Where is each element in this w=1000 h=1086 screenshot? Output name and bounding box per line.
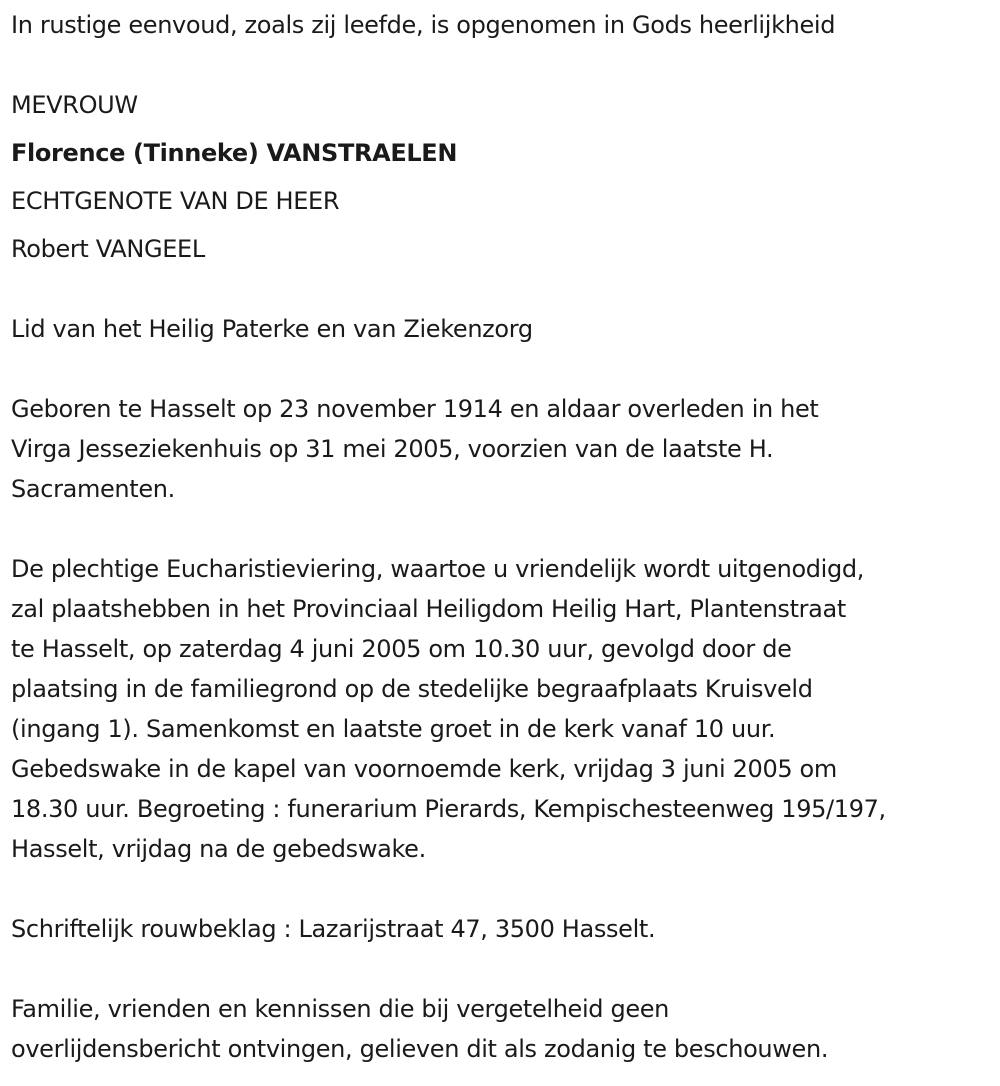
ceremony-line: Hasselt, vrijdag na de gebedswake.: [11, 835, 426, 863]
birth-death-line: Geboren te Hasselt op 23 november 1914 en aldaar overleden in het: [11, 395, 819, 423]
intro-text: In rustige eenvoud, zoals zij leefde, is opgenomen in Gods heerlijkheid: [11, 11, 836, 39]
ceremony-line: De plechtige Eucharistieviering, waartoe u vriendelijk wordt uitgenodigd,: [11, 555, 865, 583]
ceremony-line: (ingang 1). Samenkomst en laatste groet in de kerk vanaf 10 uur.: [11, 715, 776, 743]
spouse-label: ECHTGENOTE VAN DE HEER: [11, 187, 340, 215]
deceased-name: Florence (Tinneke) VANSTRAELEN: [11, 139, 458, 167]
ceremony-line: te Hasselt, op zaterdag 4 juni 2005 om 10.30 uur, gevolgd door de: [11, 635, 792, 663]
ceremony-line: plaatsing in de familiegrond op de stedelijke begraafplaats Kruisveld: [11, 675, 813, 703]
birth-death-line: Sacramenten.: [11, 475, 175, 503]
condolence-address: Schriftelijk rouwbeklag : Lazarijstraat 47, 3500 Hasselt.: [11, 915, 656, 943]
title-prefix: MEVROUW: [11, 91, 138, 119]
closing-line: overlijdensbericht ontvingen, gelieven dit als zodanig te beschouwen.: [11, 1035, 829, 1063]
ceremony-line: Gebedswake in de kapel van voornoemde kerk, vrijdag 3 juni 2005 om: [11, 755, 837, 783]
ceremony-line: zal plaatshebben in het Provinciaal Heiligdom Heilig Hart, Plantenstraat: [11, 595, 846, 623]
closing-line: Familie, vrienden en kennissen die bij vergetelheid geen: [11, 995, 670, 1023]
spouse-name: Robert VANGEEL: [11, 235, 205, 263]
birth-death-line: Virga Jesseziekenhuis op 31 mei 2005, voorzien van de laatste H.: [11, 435, 774, 463]
membership-text: Lid van het Heilig Paterke en van Ziekenzorg: [11, 315, 533, 343]
ceremony-line: 18.30 uur. Begroeting : funerarium Pierards, Kempischesteenweg 195/197,: [11, 795, 886, 823]
